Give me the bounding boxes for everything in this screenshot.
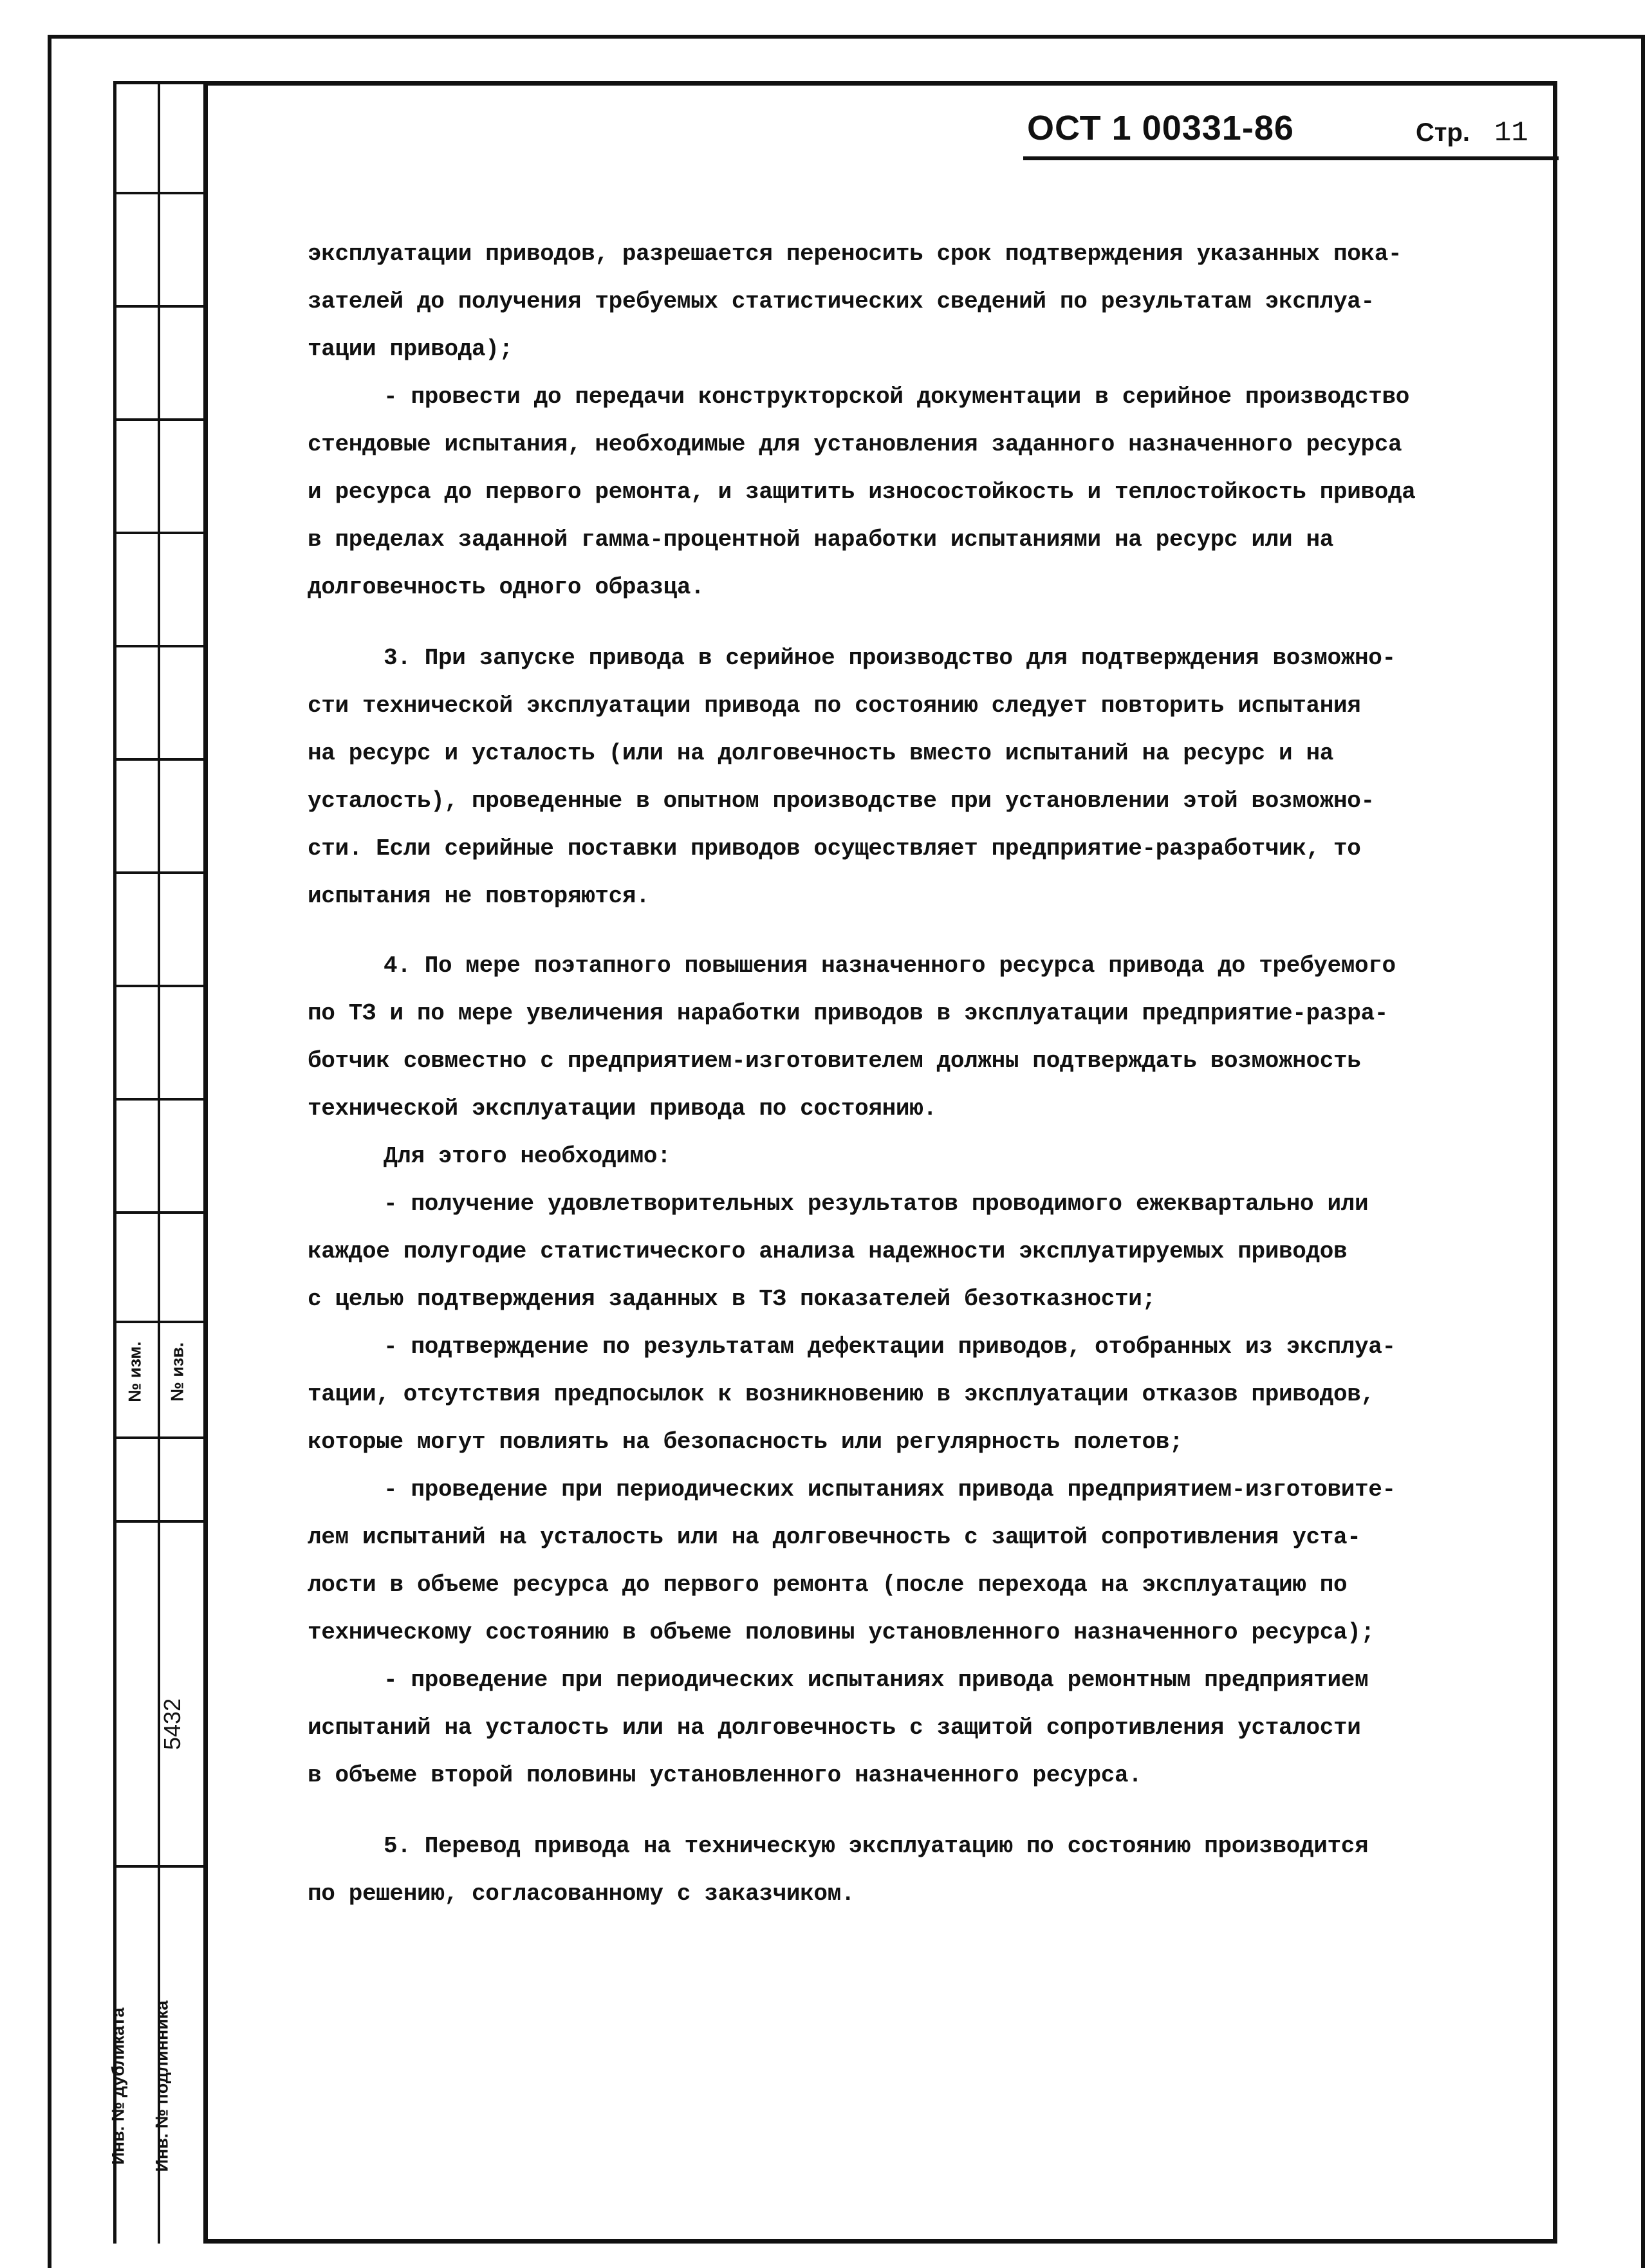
text-line: которые могут повлиять на безопасность или регулярность полетов; xyxy=(308,1429,1183,1455)
text-line: - подтверждение по результатам дефектации приводов, отобранных из эксплуа- xyxy=(384,1334,1396,1360)
text-line: - получение удовлетворительных результатов проводимого ежеквартально или xyxy=(384,1191,1369,1217)
strip-cell-divider xyxy=(113,1098,203,1101)
text-line: Для этого необходимо: xyxy=(384,1143,671,1169)
strip-cell-divider xyxy=(113,758,203,761)
text-line: - проведение при периодических испытаниях привода предприятием-изготовите- xyxy=(384,1476,1396,1503)
text-line: на ресурс и усталость (или на долговечность вместо испытаний на ресурс и на xyxy=(308,740,1334,767)
text-line: стендовые испытания, необходимые для установления заданного назначенного ресурса xyxy=(308,431,1402,458)
text-line: лем испытаний на усталость или на долговечность с защитой сопротивления уста- xyxy=(308,1524,1361,1550)
text-line: по ТЗ и по мере увеличения наработки приводов в эксплуатации предприятие-разра- xyxy=(308,1000,1389,1027)
text-line: с целью подтверждения заданных в ТЗ показателей безотказности; xyxy=(308,1286,1156,1312)
text-line: 4. По мере поэтапного повышения назначенного ресурса привода до требуемого xyxy=(384,953,1396,979)
text-line: усталость), проведенные в опытном производстве при установлении этой возможно- xyxy=(308,788,1375,814)
text-line: в объеме второй половины установленного назначенного ресурса. xyxy=(308,1762,1142,1789)
text-line: - провести до передачи конструкторской документации в серийное производство xyxy=(384,384,1410,410)
strip-cell-divider xyxy=(113,418,203,421)
text-line: 3. При запуске привода в серийное производство для подтверждения возможно- xyxy=(384,645,1396,671)
header-underline xyxy=(1023,156,1559,160)
izv-label: № изв. xyxy=(167,1342,187,1402)
text-line: техническому состоянию в объеме половины установленного назначенного ресурса); xyxy=(308,1619,1375,1646)
text-line: ботчик совместно с предприятием-изготовителем должны подтверждать возможность xyxy=(308,1048,1361,1074)
strip-cell-divider xyxy=(113,1865,203,1868)
strip-cell-divider xyxy=(113,305,203,308)
text-line: 5. Перевод привода на техническую эксплуатацию по состоянию производится xyxy=(384,1833,1369,1859)
text-line: сти технической эксплуатации привода по состоянию следует повторить испытания xyxy=(308,692,1361,719)
page-number: 11 xyxy=(1494,117,1528,149)
document-number: ОСТ 1 00331-86 xyxy=(1027,109,1294,147)
text-line: тации, отсутствия предпосылок к возникновению в эксплуатации отказов приводов, xyxy=(308,1381,1375,1408)
inv-dublikata-label: Инв. № дубликата xyxy=(108,2007,128,2165)
strip-cell-divider xyxy=(113,645,203,647)
text-line: в пределах заданной гамма-процентной наработки испытаниями на ресурс или на xyxy=(308,526,1334,553)
text-line: и ресурса до первого ремонта, и защитить износостойкость и теплостойкость привода xyxy=(308,479,1416,505)
text-line: сти. Если серийные поставки приводов осуществляет предприятие-разработчик, то xyxy=(308,835,1361,862)
strip-cell-divider xyxy=(113,532,203,534)
text-line: каждое полугодие статистического анализа надежности эксплуатируемых приводов xyxy=(308,1238,1348,1265)
strip-cell-divider xyxy=(113,1321,203,1323)
izm-label: № изм. xyxy=(125,1341,145,1402)
inv-podlinnika-label: Инв. № подлинника xyxy=(152,2000,172,2172)
text-line: испытаний на усталость или на долговечность с защитой сопротивления усталости xyxy=(308,1715,1361,1741)
text-line: эксплуатации приводов, разрешается переносить срок подтверждения указанных пока- xyxy=(308,241,1402,267)
text-line: долговечность одного образца. xyxy=(308,574,705,600)
strip-cell-divider xyxy=(113,985,203,987)
text-line: по решению, согласованному с заказчиком. xyxy=(308,1881,855,1907)
inventory-number: 5432 xyxy=(159,1698,186,1751)
text-line: - проведение при периодических испытаниях привода ремонтным предприятием xyxy=(384,1667,1369,1693)
text-line: испытания не повторяются. xyxy=(308,883,650,909)
strip-cell-divider xyxy=(113,1436,203,1439)
page-label: Стр. xyxy=(1416,118,1470,147)
strip-divider xyxy=(158,81,160,2244)
strip-cell-divider xyxy=(113,871,203,874)
strip-cell-divider xyxy=(113,192,203,194)
strip-cell-divider xyxy=(113,1520,203,1523)
text-line: технической эксплуатации привода по состоянию. xyxy=(308,1095,937,1122)
text-line: зателей до получения требуемых статистических сведений по результатам эксплуа- xyxy=(308,288,1375,315)
strip-cell-divider xyxy=(113,1211,203,1214)
text-line: лости в объеме ресурса до первого ремонта (после перехода на эксплуатацию по xyxy=(308,1572,1348,1598)
text-line: тации привода); xyxy=(308,336,513,362)
